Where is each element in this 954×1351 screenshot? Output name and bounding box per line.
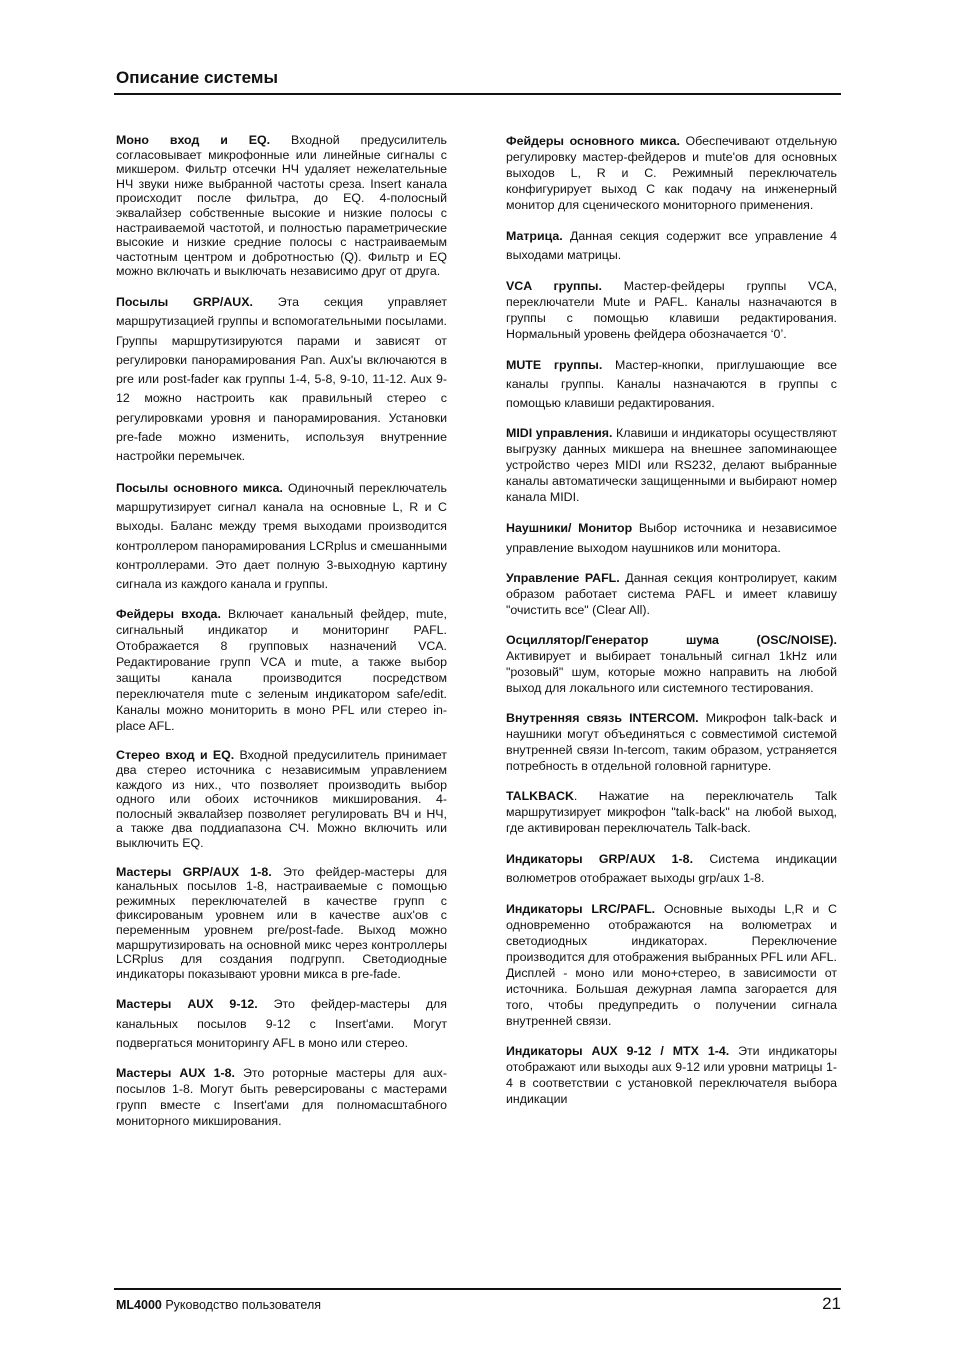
- paragraph-heading: Матрица.: [506, 229, 563, 243]
- paragraph-heading: MIDI управления.: [506, 426, 613, 441]
- paragraph-heading: Фейдеры основного микса.: [506, 134, 680, 148]
- page-title: Описание системы: [116, 68, 278, 87]
- paragraph-mono-input-eq: [116, 133, 447, 279]
- right-column: [506, 133, 837, 1121]
- paragraph-body: Мастер-кнопки, приглушающие все каналы группы. Каналы назначаются в группы с помощью клавиши редактирования.: [506, 357, 837, 411]
- paragraph-talkback: [506, 788, 837, 836]
- paragraph-heading: Индикаторы LRC/PAFL.: [506, 901, 656, 916]
- paragraph-intercom: [506, 710, 837, 774]
- paragraph-body: Обеспечивают отдельную регулировку мастер-фейдеров и mute'ов для основных выходов L, R и С. Режимный переключатель конфигурирует выход С как подачу на инженерный монитор для сценического мониторного применения.: [506, 134, 837, 212]
- paragraph-body: Активирует и выбирает тональный сигнал 1kHz или "розовый" шум, которые можно направить на любой выход для локального или системного тестирования.: [506, 649, 837, 696]
- paragraph-grp-aux-indicators: [506, 850, 837, 889]
- paragraph-heading: VCA группы.: [506, 278, 602, 293]
- paragraph-body: Включает канальный фейдер, mute, сигнальный индикатор и мониторинг PAFL. Отображается 8 групповых назначений VCA. Редактирование групп VCA и mute, а также выбор защиты канала производится посредством переключателя mute с зеленым индикатором safe/edit. Каналы можно мониторить в моно PFL или стерео in-place AFL.: [116, 607, 447, 734]
- paragraph-midi-control: [506, 425, 837, 505]
- paragraph-body: Клавиши и индикаторы осуществляют выгрузку данных микшера на внешнее запоминающее устройство через MIDI или RS232, делают выбранные каналы автоматически защищенными и выбирают номер канала MIDI.: [506, 426, 837, 505]
- paragraph-aux-1-8-masters: [116, 1065, 447, 1129]
- paragraph-heading: Индикаторы AUX 9-12 / MTX 1-4.: [506, 1043, 730, 1058]
- paragraph-heading: Посылы основного микса.: [116, 480, 283, 495]
- paragraph-heading: Мастеры AUX 1-8.: [116, 1066, 235, 1081]
- paragraph-body: Мастер-фейдеры группы VCA, переключатели Mute и PAFL. Каналы назначаются в группы с помощью клавиши редактирования. Нормальный уровень фейдера обозначается ‘0’.: [506, 278, 837, 341]
- footer-product: ML4000: [116, 1298, 162, 1312]
- paragraph-aux-9-12-masters: [116, 995, 447, 1053]
- paragraph-heading: Мастеры GRP/AUX 1-8.: [116, 864, 272, 879]
- paragraph-body: Это фейдер-мастеры для канальных посылов 1-8, настраиваемые с помощью режимных переключателей в качестве групп с фиксированым уровнем или в качестве aux'ов с переменным уровнем pre/post-fade. Выход можно маршрутизировать на основной микс через контроллеры LCRplus для создания подгрупп. Светодиодные индикаторы показывают уровни микса в pre-fade.: [116, 864, 447, 981]
- paragraph-matrix: [506, 227, 837, 266]
- left-column: [116, 133, 447, 1143]
- paragraph-body: Данная секция контролирует, каким образом работает система PAFL и имеет клавишу "очистить все" (Clear All).: [506, 571, 837, 618]
- paragraph-lrc-pafl-indicators: [506, 901, 837, 1029]
- footer-subtitle: Руководство пользователя: [161, 1298, 322, 1312]
- paragraph-heading: MUTE группы.: [506, 357, 603, 372]
- paragraph-body: Это роторные мастеры для aux-посылов 1-8. Могут быть реверсированы с мастерами групп вместе с Insert'ами для полномасштабного мониторного микширования.: [116, 1066, 447, 1129]
- paragraph-heading: Фейдеры входа.: [116, 607, 221, 622]
- paragraph-body: Система индикации волюметров отображает выходы grp/aux 1-8.: [506, 852, 837, 886]
- paragraph-body: Эта секция управляет маршрутизацией группы и вспомогательными посылами. Группы маршрутизируются парами и зависят от регулировки панорамирования Pan. Aux'ы включаются в pre или post-fader как группы 1-4, 5-8, 9-10, 11-12. Aux 9-12 можно настроить как правильный стерео с регулировками уровня и панорамирования. Установки pre-fade можно изменить, используя внутренние настройки перемычек.: [116, 294, 447, 464]
- header-rule: [114, 93, 841, 95]
- paragraph-heading: Внутренняя связь INTERCOM.: [506, 711, 699, 726]
- paragraph-heading: Стерео вход и EQ.: [116, 748, 235, 763]
- paragraph-heading: Наушники/ Монитор: [506, 521, 633, 536]
- paragraph-body: Основные выходы L,R и С одновременно отображаются на волюметрах и светодиодных индикаторах. Переключение производится для отображения выбранных PFL или AFL. Дисплей - моно или моно+стерео, в зависимости от источника. Большая дежурная лампа загорается для того, чтобы предупредить о получении сигнала внутренней связи.: [506, 901, 838, 1028]
- footer-rule: [114, 1288, 841, 1290]
- paragraph-body: Одиночный переключатель маршрутизирует сигнал канала на основные L, R и С выходы. Баланс между тремя выходами производится контроллером панорамирования LCRplus и смешанными контроллерами. Это дает полную 3-выходную картину сигнала из каждого канала и группы.: [116, 480, 447, 592]
- paragraph-body: . Нажатие на переключатель Talk маршрутизирует микрофон "talk-back" на любой выход, где активирован переключатель Talk-back.: [506, 789, 837, 836]
- paragraph-heading: Индикаторы GRP/AUX 1-8.: [506, 852, 694, 867]
- paragraph-body: Это фейдер-мастеры для канальных посылов 9-12 с Insert'ами. Могут подвергаться мониторингу AFL в моно или стерео.: [116, 997, 447, 1050]
- paragraph-heading: Управление PAFL.: [506, 571, 620, 586]
- paragraph-stereo-input-eq: [116, 748, 447, 850]
- paragraph-headphones-monitor: [506, 519, 837, 558]
- paragraph-pafl-control: [506, 570, 837, 618]
- paragraph-heading: Осциллятор/Генератор шума (OSC/NOISE).: [506, 633, 837, 648]
- page-number: 21: [822, 1294, 841, 1313]
- paragraph-body: Данная секция содержит все управление 4 выходами матрицы.: [506, 229, 837, 263]
- paragraph-heading: Посылы GRP/AUX.: [116, 294, 253, 309]
- paragraph-body: Входной предусилитель принимает два стерео источника с независимым управлением каждого из них., что позволяет производить выбор одного или обоих источников микширования. 4-полосный эквалайзер позволяет регулировать ВЧ и НЧ, а также два поддиапазона СЧ. Можно включить или выключить EQ.: [116, 748, 447, 850]
- paragraph-body: Эти индикаторы отображают или выходы aux 9-12 или уровни матрицы 1-4 в соответствии с установкой переключателя выбора индикации: [506, 1043, 837, 1106]
- footer-title: [116, 1298, 321, 1312]
- paragraph-vca-groups: [506, 278, 837, 342]
- paragraph-oscillator: [506, 632, 837, 696]
- paragraph-grp-aux-masters: [116, 865, 447, 982]
- paragraph-heading: TALKBACK: [506, 789, 574, 804]
- paragraph-aux-mtx-indicators: [506, 1043, 837, 1107]
- paragraph-heading: Мастеры AUX 9-12.: [116, 997, 258, 1012]
- paragraph-body: Входной предусилитель согласовывает микрофонные или линейные сигналы с микшером. Фильтр отсечки НЧ удаляет нежелательные НЧ звуки ниже выбранной частоты среза. Insert канала происходит после фильтра, до EQ. 4-полосный эквалайзер собственные высокие и низкие полосы с настраиваемой частотой, и полностью параметрические высокие и низкие средние полосы с настраиваемым частотным центром и добротностью (Q). Фильтр и EQ можно включать и выключать независимо друг от друга.: [116, 133, 448, 279]
- paragraph-main-mix-faders: [506, 133, 837, 213]
- paragraph-body: Микрофон talk-back и наушники могут объединяться с совместимой системой внутренней связи In-tercom, таким образом, устраняется потребность в отдельной головной гарнитуре.: [506, 711, 837, 774]
- paragraph-input-faders: [116, 606, 447, 734]
- paragraph-body: Выбор источника и независимое управление выходом наушников или монитора.: [506, 521, 837, 555]
- paragraph-grp-aux-sends: [116, 293, 447, 467]
- paragraph-heading: Моно вход и EQ.: [116, 133, 271, 147]
- paragraph-mute-groups: [506, 356, 837, 414]
- paragraph-main-mix-sends: [116, 479, 447, 595]
